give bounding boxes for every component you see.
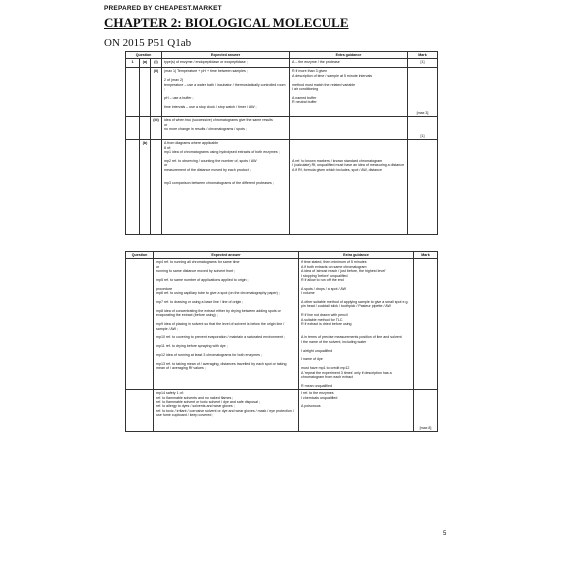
extra-guidance-cell: R if more than 3 given A description of time / sample at 5 minute intervals method must match the related variable I air conditioning A named buffer R neutral buffer [290, 68, 408, 117]
question-subpart: (iii) [151, 117, 162, 140]
guidance-point: I airtight unqualified [301, 348, 333, 353]
table-body-row [126, 390, 438, 432]
guidance-point: I ref. to the enzymes I chemicals unqualified A poisonous [301, 391, 338, 409]
extra-guidance-cell [290, 117, 408, 140]
guidance-point: A in terms of precise measurements position of line and solvent I the name of the solvent, including water [301, 335, 402, 344]
question-number [126, 140, 140, 235]
table-header-row [126, 252, 438, 259]
extra-guidance-cell [299, 259, 414, 390]
guidance-point: R mean unqualified [301, 383, 332, 388]
answer-point: procedure mp6 ref. to using capillary tube to give a spot (on the chromatography paper) ; [156, 286, 280, 296]
column-header-question: Question [126, 252, 154, 259]
answer-point: mp4 ref. to running all chromatograms for same time or running to same distance moved by solvent front ; [156, 260, 240, 274]
guidance-point: R if line not drawn with pencil A suitable method for TLC R if extract is dried before using [301, 313, 352, 327]
answer-point: mp10 ref. to covering to prevent evaporation / maintain a saturated environment ; [156, 335, 285, 340]
expected-answer-cell: type(s) of enzyme / endopeptidase or exopeptidase ; [162, 59, 290, 68]
question-subpart: (ii) [151, 68, 162, 117]
table-row [126, 68, 438, 117]
question-cell [126, 259, 154, 390]
answer-point: mp11 ref. to drying before spraying with dye ; [156, 344, 228, 349]
question-number [126, 117, 140, 140]
column-header-mark: Mark [408, 52, 438, 59]
answer-point: mp13 ref. to taking mean of / averaging, distances travelled by each spot or taking mean of / averaging Rf values ; [156, 361, 287, 371]
question-number [126, 68, 140, 117]
answer-point: mp12 idea of running at least 3 chromatograms for both enzymes ; [156, 352, 262, 357]
column-header-question: Question [126, 52, 162, 59]
table-row [126, 140, 438, 235]
question-part [140, 117, 151, 140]
answer-point: mp5 ref. to same number of applications applied to origin ; [156, 278, 249, 283]
mark-scheme-table-1 [125, 51, 438, 235]
answer-point: mp14 safety 1 of: ref. to flammable solvents and no naked flames ; ref. to flammable solvent or toxic solvent / dye and safe disposal ; ref. to allergy to dyes / solvents and wear gloves ; ref. to toxic / irritant / corrosive solvent or dye and wear gloves / mask / eye protection / use fume cupboard / keep covered ; [156, 391, 294, 418]
table-row [126, 117, 438, 140]
table-header-row [126, 52, 438, 59]
mark-cell: [1] [408, 117, 438, 140]
extra-guidance-cell: A – the enzyme / the protease [290, 59, 408, 68]
chapter-title: CHAPTER 2: BIOLOGICAL MOLECULE [104, 15, 349, 30]
column-header-expected-answer: Expected answer [154, 252, 299, 259]
mark-scheme-table-2 [125, 251, 438, 432]
extra-guidance-cell: A ref. to known markers / known standard chromatogram I (calculate) Rf, unqualified must have an idea of measuring a distance A if Rf, formula given which includes, spot / AW, distance [290, 140, 408, 235]
answer-point: mp9 idea of placing in solvent so that the level of solvent is below the origin line / sample / AW ; [156, 322, 285, 331]
extra-guidance-cell [299, 390, 414, 432]
question-subpart: (i) [151, 59, 162, 68]
guidance-point: I name of dye [301, 357, 323, 362]
column-header-extra-guidance: Extra guidance [299, 252, 414, 259]
expected-answer-cell [154, 259, 299, 390]
prepared-by-line: PREPARED BY CHEAPEST.MARKET [104, 5, 222, 12]
table-body-row [126, 259, 438, 390]
column-header-expected-answer: Expected answer [162, 52, 290, 59]
mark-cell: [max 3] [408, 68, 438, 117]
expected-answer-cell: idea of when two (successive) chromatograms give the same results or no more change in results / chromatograms / spots ; [162, 117, 290, 140]
question-part [140, 68, 151, 117]
column-header-extra-guidance: Extra guidance [290, 52, 408, 59]
guidance-point: A other suitable method of applying sample to give a small spot e.g. pin head / cocktail stick / toothpick / Pasteur pipette / AW [301, 300, 409, 309]
guidance-point: if time stated, then minimum of 5 minutes A if both extracts on same chromatogram A idea of 'almost reach / just before, the highest level' I stopping 'before' unqualified R if allow to run off the end [301, 260, 386, 283]
page-number: 5 [443, 531, 447, 537]
question-cell [126, 390, 154, 432]
answer-point: mp8 idea of concentrating the extract either by drying between adding spots or evaporating the extract (before using) ; [156, 308, 281, 318]
mark-cell: [max 8] [414, 390, 438, 432]
mark-cell [408, 140, 438, 235]
expected-answer-cell: A from diagrams where applicable 8 of: mp1 idea of chromatograms using hydrolysed extracts of both enzymes ; mp2 ref. to observing / counting the number of, spots / AW or measurement of the distance moved by each product ; mp3 comparison between chromatograms of the different proteases ; [162, 140, 290, 235]
question-subpart [151, 140, 162, 235]
answer-point: mp7 ref. to drawing or using a base line / line of origin ; [156, 300, 244, 305]
guidance-point: A spots / drops / a spot / AW I volume [301, 286, 347, 296]
mark-cell [414, 259, 438, 390]
expected-answer-cell: (max 1) Temperature + pH + time between samples ; 2 of (max 2) temperature – use a water bath / incubator / thermostatically controlled room ; pH – use a buffer ; time intervals – use a stop clock / stop watch / timer / AW ; [162, 68, 290, 117]
table-row [126, 59, 438, 68]
question-part: (a) [140, 59, 151, 68]
column-header-mark: Mark [414, 252, 438, 259]
question-part: (b) [140, 140, 151, 235]
guidance-point: must have mp1 to credit mp12 A 'repeat the experiment 3 times' only if description has a chromatogram from each extract [301, 366, 392, 379]
question-reference: ON 2015 P51 Q1ab [104, 37, 192, 49]
expected-answer-cell [154, 390, 299, 432]
question-number: 1 [126, 59, 140, 68]
mark-cell: [1] [408, 59, 438, 68]
